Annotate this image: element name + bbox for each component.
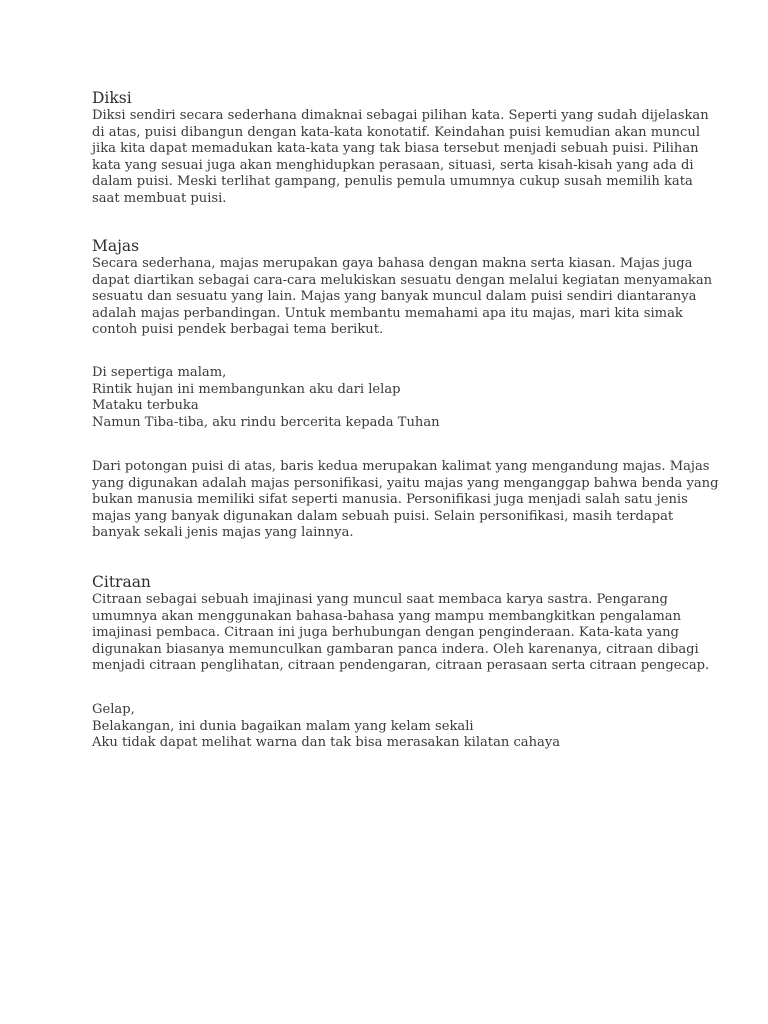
text-line: Dari potongan puisi di atas, baris kedua merupakan kalimat yang mengandung majas. Majas bbox=[92, 459, 710, 474]
text-line: saat membuat puisi. bbox=[92, 190, 227, 206]
text-line: bukan manusia memiliki sifat seperti manusia. Personifikasi juga menjadi salah satu jenis bbox=[92, 492, 688, 508]
text-line: dalam puisi. Meski terlihat gampang, penulis pemula umumnya cukup susah memilih kata bbox=[92, 174, 693, 190]
text-line: jika kita dapat memadukan kata-kata yang tak biasa tersebut menjadi sebuah puisi. Pilihan bbox=[92, 141, 699, 157]
text-line: adalah majas perbandingan. Untuk membantu memahami apa itu majas, mari kita simak bbox=[92, 305, 683, 321]
poem-line: Di sepertiga malam, bbox=[92, 365, 227, 380]
text-line: kata yang sesuai juga akan menghidupkan perasaan, situasi, serta kisah-kisah yang ada di bbox=[92, 157, 694, 173]
poem-line: Rintik hujan ini membangunkan aku dari lelap bbox=[92, 381, 401, 397]
section-diksi bbox=[92, 88, 709, 208]
poem-analysis-paragraph bbox=[92, 459, 718, 542]
poem-excerpt-2 bbox=[92, 702, 560, 752]
poem-line: Gelap, bbox=[92, 702, 135, 717]
section-body bbox=[92, 256, 712, 339]
text-line: umumnya akan menggunakan bahasa-bahasa yang mampu membangkitkan pengalaman bbox=[92, 608, 682, 624]
section-majas bbox=[92, 236, 712, 339]
text-line: Diksi sendiri secara sederhana dimaknai sebagai pilihan kata. Seperti yang sudah dijelaskan bbox=[92, 108, 709, 123]
text-line: menjadi citraan penglihatan, citraan pendengaran, citraan perasaan serta citraan pengecap. bbox=[92, 658, 710, 674]
section-heading: Majas bbox=[92, 237, 140, 255]
poem-line: Mataku terbuka bbox=[92, 398, 199, 414]
text-line: banyak sekali jenis majas yang lainnya. bbox=[92, 525, 354, 541]
section-body bbox=[92, 592, 709, 675]
poem-line: Aku tidak dapat melihat warna dan tak bisa merasakan kilatan cahaya bbox=[92, 735, 561, 751]
section-heading: Diksi bbox=[92, 89, 132, 107]
text-line: Secara sederhana, majas merupakan gaya bahasa dengan makna serta kiasan. Majas juga bbox=[92, 256, 693, 271]
poem-line: Namun Tiba-tiba, aku rindu bercerita kepada Tuhan bbox=[92, 414, 440, 430]
text-line: di atas, puisi dibangun dengan kata-kata konotatif. Keindahan puisi kemudian akan muncul bbox=[92, 124, 701, 140]
section-body bbox=[92, 108, 709, 208]
text-line: dapat diartikan sebagai cara-cara melukiskan sesuatu dengan melalui kegiatan menyamakan bbox=[92, 272, 713, 288]
text-line: Citraan sebagai sebuah imajinasi yang muncul saat membaca karya sastra. Pengarang bbox=[92, 592, 668, 607]
text-line: sesuatu dan sesuatu yang lain. Majas yang banyak muncul dalam puisi sendiri diantaranya bbox=[92, 289, 697, 305]
text-line: digunakan biasanya memunculkan gambaran panca indera. Oleh karenanya, citraan dibagi bbox=[92, 641, 699, 657]
text-line: yang digunakan adalah majas personifikasi, yaitu majas yang menganggap bahwa benda yang bbox=[92, 475, 719, 491]
text-line: majas yang banyak digunakan dalam sebuah puisi. Selain personifikasi, masih terdapat bbox=[92, 508, 674, 524]
text-line: imajinasi pembaca. Citraan ini juga berhubungan dengan penginderaan. Kata-kata yang bbox=[92, 625, 679, 641]
section-heading: Citraan bbox=[92, 573, 151, 591]
section-citraan bbox=[92, 572, 709, 675]
poem-line: Belakangan, ini dunia bagaikan malam yang kelam sekali bbox=[92, 718, 474, 734]
text-line: contoh puisi pendek berbagai tema berikut. bbox=[92, 322, 384, 338]
poem-excerpt-1 bbox=[92, 365, 440, 431]
